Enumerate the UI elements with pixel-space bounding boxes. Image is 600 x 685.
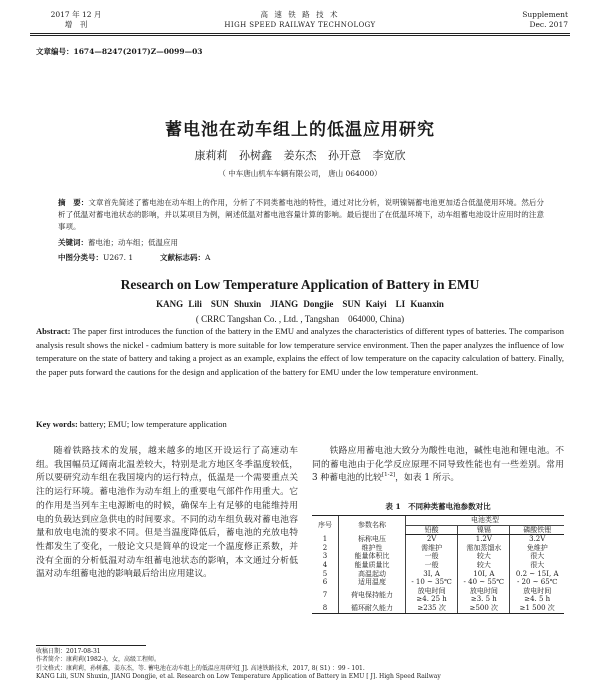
col-header-group: 电池类型 bbox=[406, 516, 565, 526]
journal-name-en: HIGH SPEED RAILWAY TECHNOLOGY bbox=[224, 21, 376, 29]
abstract-en-text: The paper first introduces the function of the battery in the EMU and analyzes the characteristics of different types of batteries. The comparison analysis result shows the nickel - cadmium battery is more suitable for low temperature service environment. Then the paper analyzes the influence of low temperature on the state of battery and taking a project as an example, explains the effect of low temperature on the capacity calculation of battery. Finally, the paper puts forward the cautions for the design and application of the battery for EMU under the low temperature environment. bbox=[36, 326, 564, 377]
table-row bbox=[312, 561, 564, 570]
col-header-param: 参数名称 bbox=[339, 516, 406, 535]
journal-name-zh: 高 速 铁 路 技 术 bbox=[260, 10, 340, 19]
received-date: 收稿日期：2017-08-31 bbox=[36, 648, 101, 655]
cell-lead-acid: ≥235 次 bbox=[406, 604, 458, 613]
cell-nicd: 1.2V bbox=[458, 535, 510, 544]
body-paragraph-types bbox=[312, 445, 564, 486]
body-paragraph-intro: 随着铁路技术的发展，越来越多的地区开设运行了高速动车组。我国幅员辽阔南北温差较大，特别是北方地区冬季温度较低，所以要研究动车组在我国境内的运行特点，低温是一个需要重点关注的运行环境。蓄电池作为动车组上的重要电气部件作用重大。它的作用是当列车主电源断电的时候，确保车上有足够的电能维持用电的负载达到应急供电的时间要求。不同的动车组负载对蓄电池容量和放电电流的要求不同。但是当温度降低后，蓄电池的充放电特性都发生了变化，一般论文只是简单的设定一个温度修正系数，并没有全面的分析低温对动车组蓄电池状态的影响，本文通过分析低温对动车组蓄电池的影响最后给出应用建议。 bbox=[36, 446, 298, 580]
cell-lead-acid: 放电时间 ≥4. 25 h bbox=[406, 587, 458, 604]
author-bio: 作者简介：康莉莉(1982-)，女，高级工程师。 bbox=[36, 656, 160, 664]
cell-lead-acid: 一般 bbox=[406, 552, 458, 561]
abstract-en-label: Abstract: bbox=[36, 326, 71, 336]
cell-lead-acid: 需维护 bbox=[406, 544, 458, 553]
clc-value: U267. 1 bbox=[103, 253, 134, 262]
row-no: 7 bbox=[322, 591, 328, 600]
row-no: 6 bbox=[322, 578, 328, 587]
abstract-zh-label: 摘 要： bbox=[58, 198, 89, 207]
abstract-en bbox=[36, 325, 564, 379]
keywords-zh-label: 关键词： bbox=[58, 238, 88, 247]
cell-lifepo4: - 20 ~ 65℃ bbox=[510, 578, 564, 587]
row-no: 5 bbox=[322, 569, 328, 578]
affiliation-en: ( CRRC Tangshan Co. , Ltd. , Tangshan 064000, China) bbox=[195, 314, 405, 324]
row-no: 1 bbox=[322, 534, 328, 543]
author-name: 姜东杰 bbox=[283, 149, 317, 162]
cell-lead-acid: 3I, A bbox=[406, 570, 458, 579]
paper-title-zh: 蓄电池在动车组上的低温应用研究 bbox=[165, 120, 435, 140]
citation-format-zh: 引文格式：康莉莉，孙树鑫，姜东杰，等. 蓄电池在动车组上的低温应用研究[ J]. 高速铁路技术，2017, 8( S1) ：99 - 101. bbox=[36, 664, 365, 672]
header-rule bbox=[30, 33, 570, 34]
author-name: 李宽欣 bbox=[372, 149, 406, 162]
body-text-end: ，如表 1 所示。 bbox=[395, 473, 460, 484]
row-param: 荷电保持能力 bbox=[339, 587, 406, 604]
citation-ref: [1-2] bbox=[381, 472, 396, 479]
cell-nicd: 10I, A bbox=[458, 570, 510, 579]
row-no: 4 bbox=[322, 560, 328, 569]
author-name: 康莉莉 bbox=[194, 149, 228, 162]
header-supplement: Supplement bbox=[522, 10, 568, 19]
clc-label: 中图分类号： bbox=[58, 253, 103, 262]
paper-title-en: Research on Low Temperature Application of Battery in EMU bbox=[120, 277, 480, 292]
citation-format-en: KANG Lili, SUN Shuxin, JIANG Dongjie, et al. Research on Low Temperature Application of Battery in EMU [ J]. High Speed Railway bbox=[36, 673, 441, 681]
header-date: 2017 年 12 月 bbox=[50, 10, 102, 19]
row-param: 适用温度 bbox=[339, 578, 406, 587]
footnote-block bbox=[36, 648, 566, 682]
article-number: 文章编号：1674—8247(2017)Z—0099—03 bbox=[36, 47, 203, 56]
header-issue: 增 刊 bbox=[64, 20, 88, 29]
row-no: 8 bbox=[312, 604, 339, 613]
cell-nicd: 放电时间 ≥3. 5 h bbox=[458, 587, 510, 604]
keywords-en bbox=[36, 419, 564, 429]
cell-lifepo4: 0.2 ~ 15I, A bbox=[510, 570, 564, 579]
keywords-zh bbox=[58, 237, 544, 249]
author-name: 孙树鑫 bbox=[239, 149, 272, 162]
cell-lifepo4: 3.2V bbox=[510, 535, 564, 544]
row-param: 高温起动 bbox=[339, 570, 406, 579]
row-param: 能量体积比 bbox=[339, 552, 406, 561]
author-list-en: KANG Lili SUN Shuxin JIANG Dongjie SUN Kaiyi LI Kuanxin bbox=[156, 299, 444, 309]
cell-lifepo4: 放电时间 ≥4. 5 h bbox=[510, 587, 564, 604]
abstract-zh-text: 文章首先简述了蓄电池在动车组上的作用，分析了不同类蓄电池的特性，通过对比分析，说明镍镉蓄电池更加适合低温使用环境。然后分析了低温对蓄电池状态的影响，并以某项目为例，阐述低温对蓄电池容量计算的影响。最后提出了在低温环境下，动车组蓄电池设计应用时的注意事项。 bbox=[58, 198, 545, 231]
cell-lead-acid: 一般 bbox=[406, 561, 458, 570]
table-caption: 表 1 不同种类蓄电池参数对比 bbox=[385, 502, 491, 511]
cell-nicd: 需加蒸馏水 bbox=[458, 544, 510, 553]
classification-line bbox=[58, 252, 544, 264]
cell-nicd: ≥500 次 bbox=[458, 604, 510, 613]
row-param: 能量质量比 bbox=[339, 561, 406, 570]
table-row bbox=[312, 552, 564, 561]
row-param: 循环耐久能力 bbox=[339, 604, 406, 613]
cell-lifepo4: 很大 bbox=[510, 561, 564, 570]
col-header-lead-acid: 铅酸 bbox=[406, 525, 458, 535]
affiliation-zh: （ 中车唐山机车车辆有限公司， 唐山 064000） bbox=[218, 169, 382, 178]
table-row bbox=[312, 570, 564, 579]
cell-nicd: 较大 bbox=[458, 552, 510, 561]
cell-lead-acid: - 10 ~ 35℃ bbox=[406, 578, 458, 587]
doc-code-label: 文献标志码： bbox=[159, 253, 205, 262]
table-row bbox=[312, 535, 564, 544]
row-param: 维护性 bbox=[339, 544, 406, 553]
header-left bbox=[36, 10, 116, 30]
col-header-seq: 序号 bbox=[312, 516, 339, 535]
table-row bbox=[312, 587, 564, 604]
doc-code-value: A bbox=[204, 253, 211, 262]
abstract-zh bbox=[58, 197, 544, 233]
cell-nicd: - 40 ~ 55℃ bbox=[458, 578, 510, 587]
cell-nicd: 较大 bbox=[458, 561, 510, 570]
cell-lifepo4: 免维护 bbox=[510, 544, 564, 553]
row-no: 3 bbox=[322, 552, 328, 561]
col-header-nicd: 镍镉 bbox=[458, 525, 510, 535]
cell-lifepo4: ≥1 500 次 bbox=[510, 604, 564, 613]
col-header-lifepo4: 磷酸铁锂 bbox=[510, 525, 564, 535]
row-param: 标称电压 bbox=[339, 535, 406, 544]
footnote-rule bbox=[36, 645, 146, 646]
author-list-zh bbox=[30, 147, 570, 163]
cell-lifepo4: 很大 bbox=[510, 552, 564, 561]
table-row bbox=[312, 604, 564, 613]
keywords-zh-text: 蓄电池；动车组；低温应用 bbox=[88, 238, 178, 247]
battery-comparison-table bbox=[312, 515, 564, 614]
keywords-en-label: Key words: bbox=[36, 419, 78, 429]
journal-name bbox=[180, 10, 420, 30]
row-no: 2 bbox=[322, 543, 328, 552]
header-rule-thin bbox=[30, 35, 570, 36]
table-row bbox=[312, 578, 564, 587]
header-month: Dec. 2017 bbox=[529, 20, 568, 29]
author-name: 孙开意 bbox=[328, 149, 361, 162]
header-right bbox=[488, 10, 568, 30]
body-text: 铁路应用蓄电池大致分为酸性电池，碱性电池和锂电池。不同的蓄电池由于化学反应原理不同导致性能也有一些差别。常用 3 种蓄电池的比较 bbox=[312, 446, 564, 484]
cell-lead-acid: 2V bbox=[406, 535, 458, 544]
keywords-en-text: battery; EMU; low temperature application bbox=[79, 419, 227, 429]
